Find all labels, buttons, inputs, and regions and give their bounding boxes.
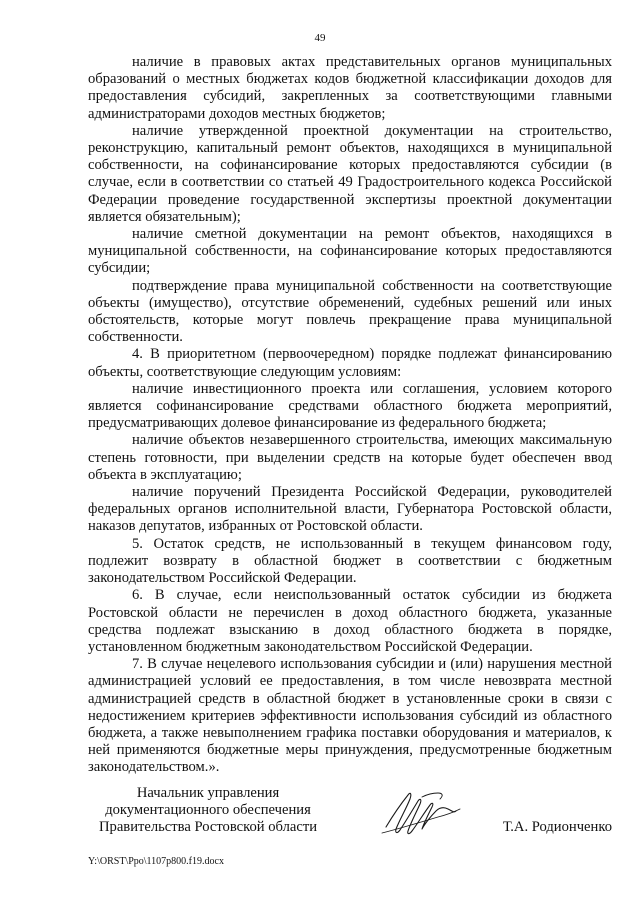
paragraph: 4. В приоритетном (первоочередном) порядке подлежат финансированию объекты, соответствующие следующим условиям: (88, 346, 612, 380)
paragraph: 6. В случае, если неиспользованный остаток субсидии из бюджета Ростовской области не перечислен в доход областного бюджета, указанные средства подлежат взысканию в доход областного бюджета в порядке, установленном бюджетным законодательством Российской Федерации. (88, 587, 612, 655)
paragraph: наличие в правовых актах представительных органов муниципальных образований о местных бюджетах кодов бюджетной классификации доходов для предоставления субсидий, закрепленных за соответствующими главными администраторами доходов местных бюджетов; (88, 54, 612, 122)
file-path-footer: Y:\ORST\Ppo\1107p800.f19.docx (88, 856, 224, 867)
paragraph: 7. В случае нецелевого использования субсидии и (или) нарушения местной администрацией условий ее предоставления, в том числе невозврата местной администрацией средств в областной бюджет в установленные сроки в связи с недостижением критериев эффективности использования субсидий из областного бюджета, а также невыполнением графика поставки оборудования и материалов, к ней применяются бюджетные меры принуждения, предусмотренные бюджетным законодательством.». (88, 656, 612, 776)
paragraph: наличие утвержденной проектной документации на строительство, реконструкцию, капитальный ремонт объектов, находящихся в муниципальной собственности, на софинансирование которых предоставляются субсидии (в случае, если в соответствии со статьей 49 Градостроительного кодекса Российской Федерации проведение государственной экспертизы проектной документации является обязательным); (88, 122, 612, 225)
paragraph: наличие сметной документации на ремонт объектов, находящихся в муниципальной собственности, на софинансирование которых предоставляются субсидии; (88, 226, 612, 277)
paragraph: наличие объектов незавершенного строительства, имеющих максимальную степень готовности, при выделении средств на которые будет обеспечен ввод объекта в эксплуатацию; (88, 432, 612, 483)
signatory-position (88, 785, 328, 837)
signatory-position-line: документационного обеспечения (105, 802, 311, 819)
handwritten-signature (378, 787, 464, 843)
paragraph: 5. Остаток средств, не использованный в текущем финансовом году, подлежит возврату в областной бюджет в соответствии с бюджетным законодательством Российской Федерации. (88, 535, 612, 587)
paragraph: подтверждение права муниципальной собственности на соответствующие объекты (имущество), отсутствие обременений, судебных решений или иных обстоятельств, которые могут повлечь прекращение права муниципальной собственности. (88, 277, 612, 346)
paragraph: наличие поручений Президента Российской Федерации, руководителей федеральных органов исполнительной власти, Губернатора Ростовской области, наказов депутатов, избранных от Ростовской области. (88, 484, 612, 535)
signatory-position-line: Правительства Ростовской области (98, 819, 318, 836)
paragraph: наличие инвестиционного проекта или соглашения, условием которого является софинансирование средствами областного бюджета мероприятий, предусматривающих долевое финансирование из федерального бюджета; (88, 380, 612, 432)
document-body (88, 54, 612, 777)
signatory-name: Т.А. Родионченко (502, 819, 612, 835)
signatory-position-line: Начальник управления (136, 785, 280, 801)
page-number: 49 (314, 32, 326, 44)
